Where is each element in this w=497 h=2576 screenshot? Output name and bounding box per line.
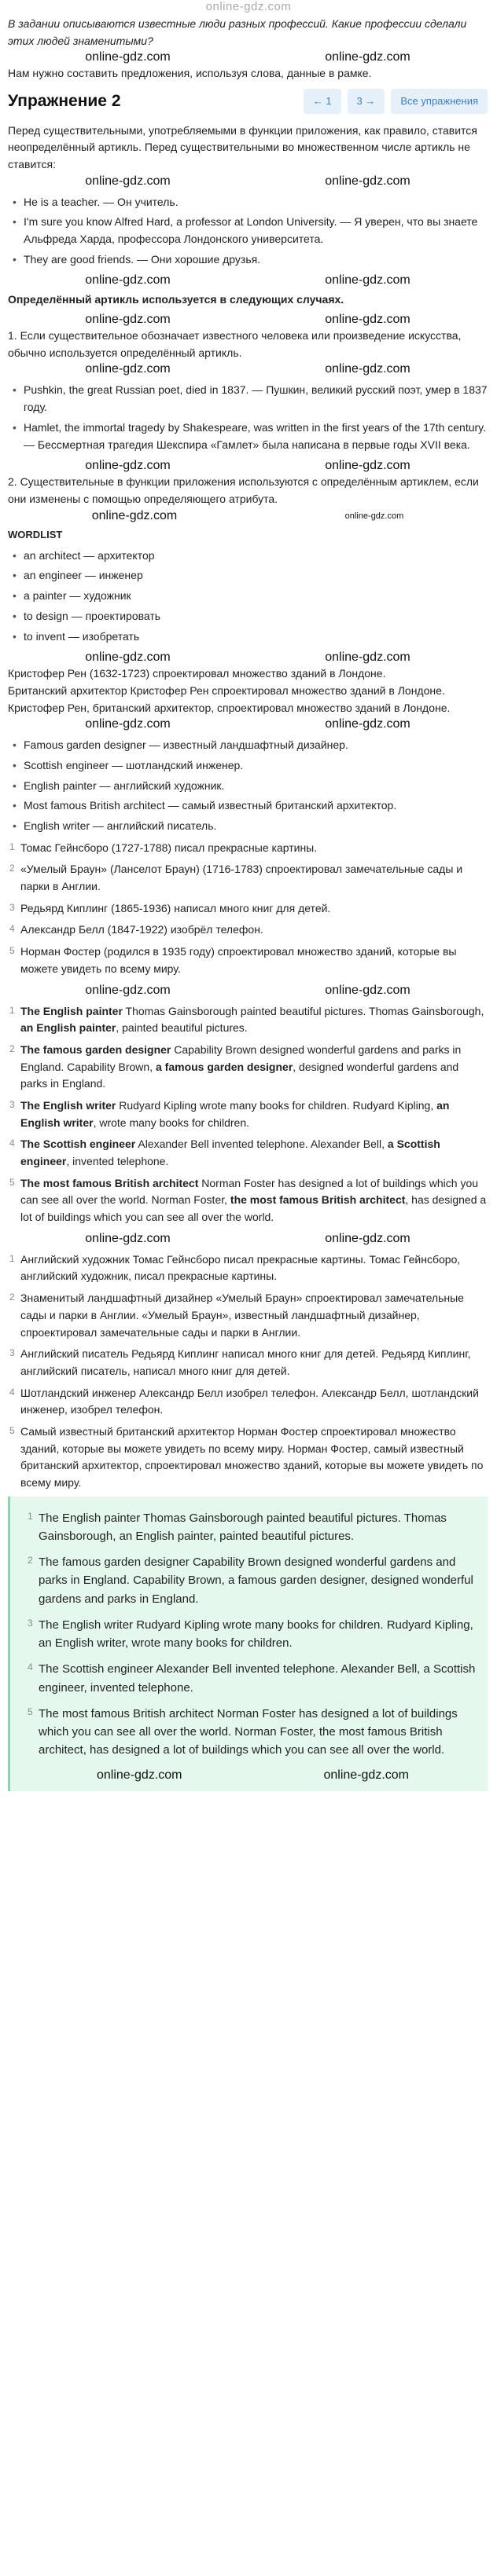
list-item: 1 Томас Гейнсборо (1727-1788) писал прекрасные картины. <box>9 841 318 854</box>
list-item: 4 Шотландский инженер Александр Белл изобрел телефон. Александр Белл, шотландский инженер, изобрел телефон. <box>9 1386 479 1416</box>
list-item: • Famous garden designer — известный ландшафтный дизайнер. <box>24 737 488 754</box>
watermark: online-gdz.com <box>85 1231 171 1245</box>
watermark-row <box>8 174 488 189</box>
final-answer-text: The most famous British architect Norman Foster has designed a lot of buildings which you can see all over the world. Norman Foster, the most famous British architect, has designed a lot of buildings which you can see all over the world. <box>39 1706 458 1757</box>
list-item: 3 Английский писатель Редьярд Киплинг написал много книг для детей. Редьярд Киплинг, английский писатель, написал много книг для детей. <box>9 1347 471 1377</box>
example-ru: Кристофер Рен (1632-1723) спроектировал множество зданий в Лондоне. <box>8 667 386 680</box>
watermark-row <box>8 361 488 377</box>
watermark-row <box>8 1231 488 1247</box>
intro-text: Перед существительными, употребляемыми в функции приложения, как правило, ставится неопределённый артикль. Перед существительными во множественном числе артикль не ставится: <box>8 123 477 170</box>
watermark: online-gdz.com <box>85 50 171 64</box>
watermark: online-gdz.com <box>325 362 410 376</box>
final-answers-box <box>8 1497 488 1791</box>
exercise-nav <box>8 89 488 115</box>
bullet-list-definite <box>8 382 488 453</box>
watermark: online-gdz.com <box>85 313 171 327</box>
fact-text: Александр Белл (1847-1922) изобрёл телефон. <box>20 923 263 936</box>
watermark: online-gdz.com <box>325 273 410 288</box>
list-item: • English writer — английский писатель. <box>24 818 488 835</box>
list-item: • Scottish engineer — шотландский инженер. <box>24 757 488 775</box>
answer-ru-text: Знаменитый ландшафтный дизайнер «Умелый Браун» спроектировал замечательные сады и парки в Англии. «Умелый Браун», известный ландшафтный дизайнер, спроектировал замечательные сады и парки в Англии. <box>20 1292 464 1339</box>
watermark: online-gdz.com <box>97 1768 182 1782</box>
rule-2: 2. Существительные в функции приложения используются с определённым артиклем, если они изменены с помощью определяющего атрибута. <box>8 475 479 505</box>
watermark-row <box>8 273 488 288</box>
answers-en-list <box>8 1003 488 1226</box>
answer-bold: The English writer <box>20 1098 116 1112</box>
bullet-list-examples <box>8 194 488 269</box>
watermark-row <box>8 983 488 999</box>
watermark: online-gdz.com <box>85 459 171 473</box>
watermark-row <box>8 458 488 474</box>
list-item: • an architect — архитектор <box>24 548 488 565</box>
watermark: online-gdz.com <box>85 273 171 288</box>
facts-list <box>8 840 488 978</box>
watermark: online-gdz.com <box>325 313 410 327</box>
watermark-row <box>8 312 488 328</box>
list-item: • Hamlet, the immortal tragedy by Shakespeare, was written in the first years of the 17th century. — Бессмертная трагедия Шекспира «Гамлет» была написана в первые годы XVII века. <box>24 420 488 453</box>
next-exercise-button[interactable]: 3 → <box>348 89 385 114</box>
task-text: В задании описываются известные люди разных профессий. Какие профессии сделали этих людей знаменитыми? <box>8 17 467 47</box>
list-item: • an engineer — инженер <box>24 567 488 584</box>
watermark: online-gdz.com <box>325 1231 410 1245</box>
watermark-row <box>8 650 488 665</box>
answer-bold: The famous garden designer <box>20 1042 171 1056</box>
answer-bold: The Scottish engineer <box>20 1138 136 1151</box>
wordlist <box>8 548 488 645</box>
list-item: 4 Александр Белл (1847-1922) изобрёл телефон. <box>9 923 263 936</box>
watermark: online-gdz.com <box>325 717 410 731</box>
list-item: 1 The English painter Thomas Gainsborough painted beautiful pictures. Thomas Gainsborough, an English painter, painted beautiful pictures. <box>28 1510 447 1543</box>
list-item: 1 The English painter Thomas Gainsborough painted beautiful pictures. Thomas Gainsborough, an English painter, painted beautiful pictures. <box>9 1004 484 1035</box>
list-item: 5 Самый известный британский архитектор Норман Фостер спроектировал множество зданий, которые вы можете увидеть по всему миру. Норман Фостер, самый известный британский архитектор, спроектировал множество зданий, которые вы можете увидеть по всему миру. <box>9 1424 484 1489</box>
answers-ru-list <box>8 1251 488 1492</box>
list-item: • I'm sure you know Alfred Hard, a professor at London University. — Я уверен, что вы знаете Альфреда Харда, профессора Лондонского университета. <box>24 214 488 247</box>
definite-heading: Определённый артикль используется в следующих случаях. <box>8 293 344 306</box>
watermark: online-gdz.com <box>325 983 410 997</box>
list-item: 3 The English writer Rudyard Kipling wrote many books for children. Rudyard Kipling, an English writer, wrote many books for children. <box>9 1098 450 1129</box>
watermark: online-gdz.com <box>325 459 410 473</box>
list-item: • a painter — художник <box>24 588 488 605</box>
fact-text: Редьярд Киплинг (1865-1936) написал много книг для детей. <box>20 901 331 914</box>
watermark: online-gdz.com <box>85 983 171 997</box>
watermark: online-gdz.com <box>85 174 171 188</box>
list-item: • They are good friends. — Они хорошие друзья. <box>24 251 488 269</box>
watermark: online-gdz.com <box>323 1768 409 1782</box>
fact-text: «Умелый Браун» (Ланселот Браун) (1716-1783) спроектировал замечательные сады и парки в Англии. <box>20 863 463 893</box>
rule-1: 1. Если существительное обозначает известного человека или произведение искусства, обычно используется определённый артикль. <box>8 329 462 359</box>
watermark: online-gdz.com <box>325 174 410 188</box>
list-item: 3 The English writer Rudyard Kipling wrote many books for children. Rudyard Kipling, an English writer, wrote many books for children. <box>28 1617 473 1651</box>
nav-buttons <box>304 89 488 114</box>
list-item: 4 The Scottish engineer Alexander Bell invented telephone. Alexander Bell, a Scottish engineer, invented telephone. <box>9 1138 440 1167</box>
example-ru: Кристофер Рен, британский архитектор, спроектировал множество зданий в Лондоне. <box>8 701 451 714</box>
watermark-row <box>8 49 488 65</box>
all-exercises-button[interactable]: Все упражнения <box>391 89 488 114</box>
task-note: Нам нужно составить предложения, используя слова, данные в рамке. <box>8 67 372 80</box>
list-item: 2 The famous garden designer Capability Brown designed wonderful gardens and parks in England. Capability Brown, a famous garden designer, designed wonderful gardens and parks in England. <box>9 1042 462 1090</box>
watermark: online-gdz.com <box>325 50 410 64</box>
example-ru: Британский архитектор Кристофер Рен спроектировал множество зданий в Лондоне. <box>8 683 445 697</box>
watermark: online-gdz.com <box>344 511 404 521</box>
list-item: • Pushkin, the great Russian poet, died in 1837. — Пушкин, великий русский поэт, умер в 1837 году. <box>24 382 488 416</box>
prev-exercise-button[interactable]: ← 1 <box>304 89 341 114</box>
final-answers-list <box>26 1509 480 1760</box>
final-answer-text: The Scottish engineer Alexander Bell invented telephone. Alexander Bell, a Scottish engineer, invented telephone. <box>39 1662 476 1695</box>
list-item: 2 The famous garden designer Capability Brown designed wonderful gardens and parks in England. Capability Brown, a famous garden designer, designed wonderful gardens and parks in England. <box>28 1555 473 1606</box>
final-answer-text: The famous garden designer Capability Brown designed wonderful gardens and parks in England. Capability Brown, a famous garden designer, designed wonderful gardens and parks in England. <box>39 1555 473 1606</box>
answer-ru-text: Английский художник Томас Гейнсборо писал прекрасные картины. Томас Гейнсборо, английский художник, писал прекрасные картины. <box>20 1252 461 1283</box>
list-item: 3 Редьярд Киплинг (1865-1936) написал много книг для детей. <box>9 901 331 914</box>
final-answer-text: The English painter Thomas Gainsborough painted beautiful pictures. Thomas Gainsborough, an English painter, painted beautiful pictures. <box>39 1511 447 1543</box>
list-item: • He is a teacher. — Он учитель. <box>24 194 488 211</box>
exercise-title: Упражнение 2 <box>8 92 121 111</box>
list-item: 5 Норман Фостер (родился в 1935 году) спроектировал множество зданий, которые вы можете увидеть по всему миру. <box>9 945 457 975</box>
answer-bold: The English painter <box>20 1004 123 1017</box>
watermark: online-gdz.com <box>91 508 178 522</box>
list-item: 2 Знаменитый ландшафтный дизайнер «Умелый Браун» спроектировал замечательные сады и парки в Англии. «Умелый Браун», известный ландшафтный дизайнер, спроектировал замечательные сады и парки в Англии. <box>9 1292 464 1339</box>
answer-bold: The most famous British architect <box>20 1176 199 1189</box>
watermark-row <box>8 716 488 732</box>
fact-text: Томас Гейнсборо (1727-1788) писал прекрасные картины. <box>20 841 318 854</box>
final-answer-text: The English writer Rudyard Kipling wrote many books for children. Rudyard Kipling, an English writer, wrote many books for children. <box>39 1618 473 1651</box>
fact-text: Норман Фостер (родился в 1935 году) спроектировал множество зданий, которые вы можете увидеть по всему миру. <box>20 945 457 975</box>
bullet-list-translations <box>8 737 488 834</box>
watermark: online-gdz.com <box>85 717 171 731</box>
list-item: 2 «Умелый Браун» (Ланселот Браун) (1716-1783) спроектировал замечательные сады и парки в Англии. <box>9 863 463 893</box>
site-logo[interactable]: online-gdz.com <box>205 0 292 13</box>
watermark: online-gdz.com <box>85 362 171 376</box>
list-item: • Most famous British architect — самый известный британский архитектор. <box>24 797 488 815</box>
content <box>0 16 497 1801</box>
answer-ru-text: Английский писатель Редьярд Киплинг написал много книг для детей. Редьярд Киплинг, английский писатель, написал много книг для детей. <box>20 1347 471 1377</box>
list-item: • English painter — английский художник. <box>24 778 488 795</box>
list-item: 5 The most famous British architect Norman Foster has designed a lot of buildings which you can see all over the world. Norman Foster, the most famous British architect, has designed a lot of buildings which you can see all over the world. <box>9 1176 487 1224</box>
watermark-row <box>8 508 488 524</box>
list-item: 5 The most famous British architect Norman Foster has designed a lot of buildings which you can see all over the world. Norman Foster, the most famous British architect, has designed a lot of buildings which you can see all over the world. <box>28 1706 458 1757</box>
watermark: online-gdz.com <box>325 650 410 665</box>
wordlist-title: WORDLIST <box>8 528 63 540</box>
list-item: • to invent — изобретать <box>24 628 488 646</box>
list-item: 4 The Scottish engineer Alexander Bell invented telephone. Alexander Bell, a Scottish engineer, invented telephone. <box>28 1662 476 1695</box>
watermark-row <box>26 1768 480 1783</box>
answer-ru-text: Самый известный британский архитектор Норман Фостер спроектировал множество зданий, которые вы можете увидеть по всему миру. Норман Фостер, самый известный британский архитектор, спроектировал множество зданий, которые вы можете увидеть по всему миру. <box>20 1424 484 1489</box>
list-item: 1 Английский художник Томас Гейнсборо писал прекрасные картины. Томас Гейнсборо, английский художник, писал прекрасные картины. <box>9 1252 461 1283</box>
list-item: • to design — проектировать <box>24 608 488 625</box>
answer-ru-text: Шотландский инженер Александр Белл изобрел телефон. Александр Белл, шотландский инженер, изобрел телефон. <box>20 1386 479 1416</box>
watermark: online-gdz.com <box>85 650 171 665</box>
